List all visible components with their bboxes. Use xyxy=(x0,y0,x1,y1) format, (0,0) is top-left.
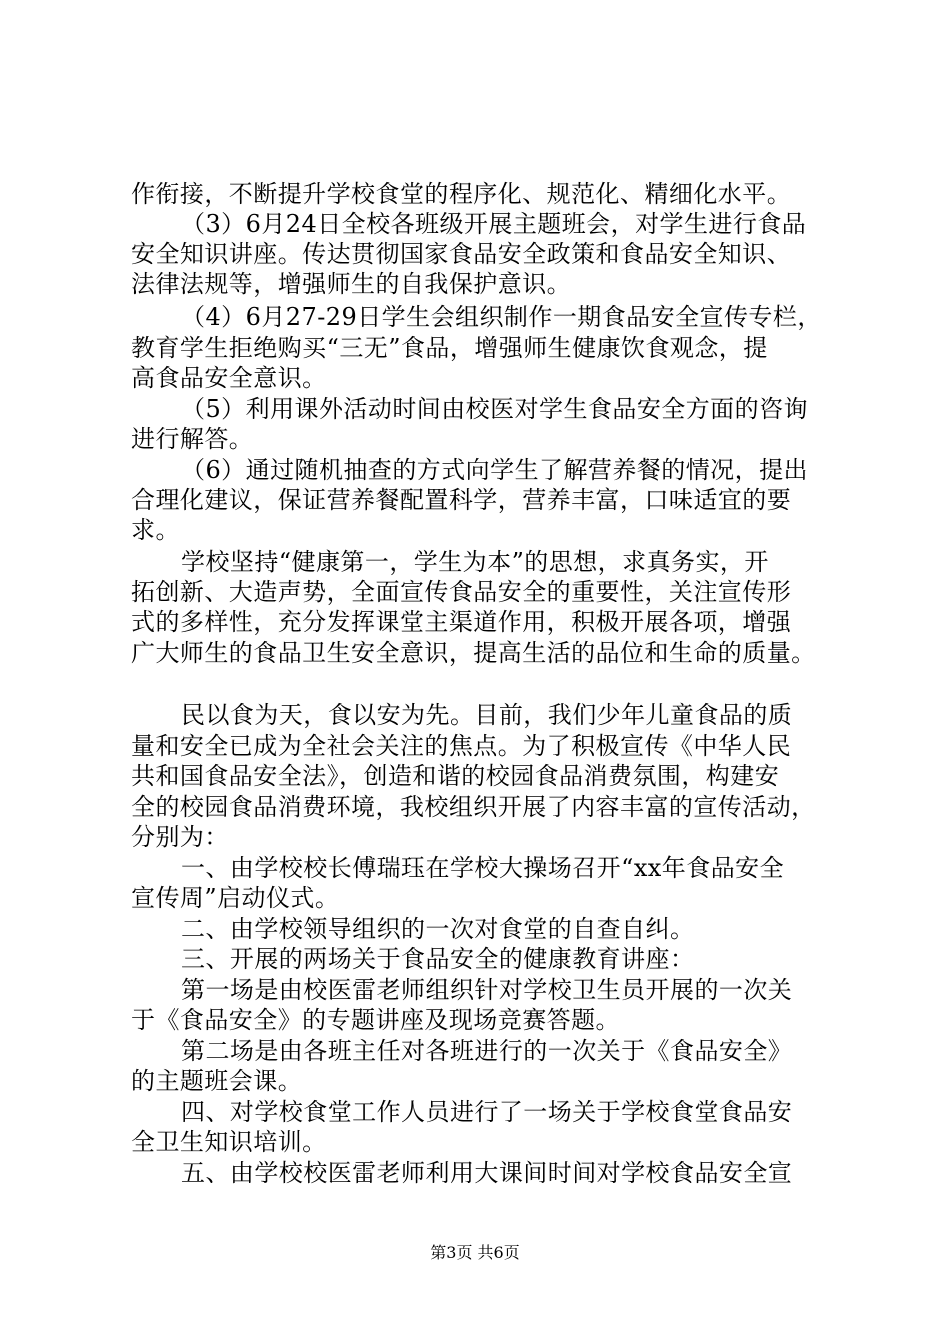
text-line: 宣传周”启动仪式。 xyxy=(131,884,340,912)
text-line: 作衔接，不断提升学校食堂的程序化、规范化、精细化水平。 xyxy=(131,180,792,208)
text-line: 第二场是由各班主任对各班进行的一次关于《食品安全》 xyxy=(181,1037,793,1065)
text-line: 教育学生拒绝购买“三无”食品，增强师生健康饮食观念，提 xyxy=(131,334,768,362)
text-line: （3）6月24日全校各班级开展主题班会，对学生进行食品 xyxy=(181,210,807,238)
text-line: （5）利用课外活动时间由校医对学生食品安全方面的咨询 xyxy=(181,395,808,423)
text-line: 于《食品安全》的专题讲座及现场竞赛答题。 xyxy=(131,1006,620,1034)
text-line: 学校坚持“健康第一，学生为本”的思想，求真务实，开 xyxy=(181,548,769,576)
text-line: 式的多样性，充分发挥课堂主渠道作用，积极开展各项，增强 xyxy=(131,608,792,636)
text-line: 的主题班会课。 xyxy=(131,1067,303,1095)
text-line: 进行解答。 xyxy=(131,425,254,453)
text-line: 五、由学校校医雷老师利用大课间时间对学校食品安全宣 xyxy=(181,1159,793,1187)
text-line: 全卫生知识培训。 xyxy=(131,1128,327,1156)
text-line: 一、由学校校长傅瑞珏在学校大操场召开“xx年食品安全 xyxy=(181,854,785,882)
text-line: （4）6月27-29日学生会组织制作一期食品安全宣传专栏， xyxy=(181,303,822,331)
text-line: 三、开展的两场关于食品安全的健康教育讲座： xyxy=(181,945,695,973)
text-line: 高食品安全意识。 xyxy=(131,364,327,392)
text-line: 四、对学校食堂工作人员进行了一场关于学校食堂食品安 xyxy=(181,1098,793,1126)
text-line: 求。 xyxy=(131,516,180,544)
text-line: 分别为： xyxy=(131,823,229,851)
text-line: 第一场是由校医雷老师组织针对学校卫生员开展的一次关 xyxy=(181,976,793,1004)
text-line: 法律法规等，增强师生的自我保护意识。 xyxy=(131,270,572,298)
text-line: 广大师生的食品卫生安全意识，提高生活的品位和生命的质量。 xyxy=(131,639,816,667)
text-line: 共和国食品安全法》，创造和谐的校园食品消费氛围，构建安 xyxy=(131,762,780,790)
text-line: （6）通过随机抽查的方式向学生了解营养餐的情况，提出 xyxy=(181,456,808,484)
text-line: 合理化建议，保证营养餐配置科学，营养丰富，口味适宜的要 xyxy=(131,486,792,514)
text-line: 量和安全已成为全社会关注的焦点。为了积极宣传《中华人民 xyxy=(131,732,792,760)
text-line: 二、由学校领导组织的一次对食堂的自查自纠。 xyxy=(181,915,695,943)
text-line: 拓创新、大造声势，全面宣传食品安全的重要性，关注宣传形 xyxy=(131,578,792,606)
text-line: 民以食为天，食以安为先。目前，我们少年儿童食品的质 xyxy=(181,701,793,729)
text-line: 全的校园食品消费环境，我校组织开展了内容丰富的宣传活动， xyxy=(131,793,816,821)
text-line: 安全知识讲座。传达贯彻国家食品安全政策和食品安全知识、 xyxy=(131,240,792,268)
page-number: 第3页 共6页 xyxy=(430,1243,520,1262)
